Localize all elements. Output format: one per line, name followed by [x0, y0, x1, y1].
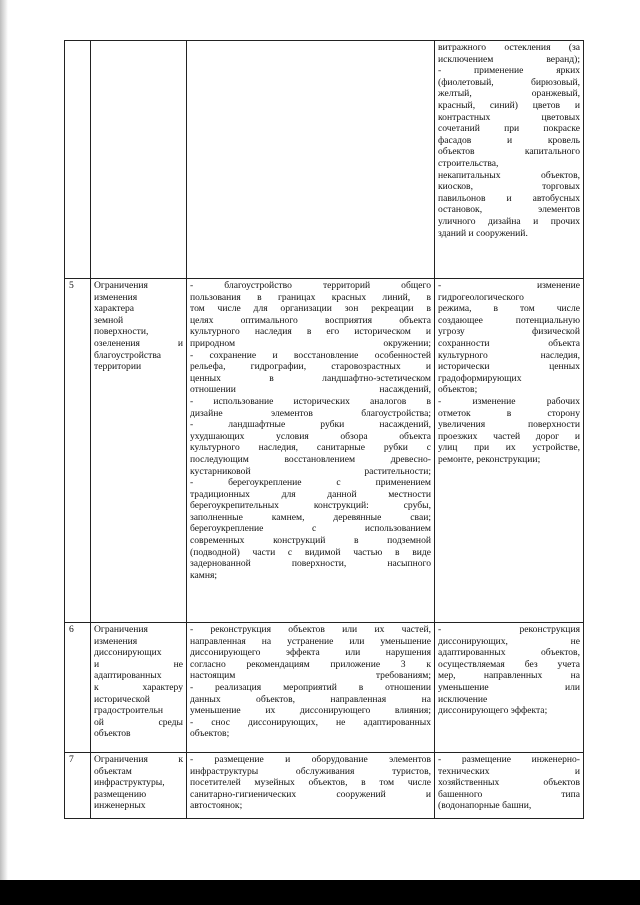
- text-line: Ограничения: [94, 624, 148, 635]
- text-line: исключением веранд);: [438, 53, 580, 65]
- row-number: 6: [69, 624, 74, 635]
- text-line: технических и: [438, 765, 580, 777]
- text-line: создающее потенциальную: [438, 314, 580, 326]
- text-line: отношении насаждений,: [190, 384, 431, 396]
- text-line: настоящим требованиям;: [190, 670, 431, 682]
- text-line: санитарно-гигиенических сооружений и: [190, 788, 431, 800]
- prohibited-cell: [435, 623, 584, 753]
- text-line: поверхности,: [94, 326, 149, 338]
- prohibited-cell: [435, 279, 584, 623]
- text-line: объектам: [94, 765, 132, 777]
- text-line: - сохранение и восстановление особенностей: [190, 349, 431, 361]
- row-number: 5: [69, 280, 74, 291]
- text-line: инфраструктуры,: [94, 777, 165, 789]
- text-line: адаптированных объектов,: [438, 647, 580, 659]
- table-row: [65, 623, 584, 753]
- text-line: культурного наследия, санитарные рубки с: [190, 442, 431, 454]
- text-line: - реконструкция объектов или их частей,: [190, 624, 431, 635]
- text-line: адаптированных: [94, 670, 162, 682]
- text-line: озеленения и: [94, 337, 183, 349]
- text-line: берегоукрепление с использованием: [190, 523, 431, 535]
- text-line: задернованной поверхности, насыпного: [190, 558, 431, 570]
- text-line: к характеру: [94, 681, 183, 693]
- text-line: Ограничения к: [94, 754, 183, 765]
- table-row: [65, 279, 584, 623]
- restriction-name-cell: [91, 279, 187, 623]
- text-line: ценных в ландшафтно-эстетическом: [190, 372, 431, 384]
- text-line: контрастных цветовых: [438, 111, 580, 123]
- text-line: диссонирующего эффекта или нарушения: [190, 647, 431, 659]
- measures-cell: [187, 279, 435, 623]
- scan-bottom-border: [0, 880, 640, 905]
- text-line: благоустройства: [94, 349, 162, 361]
- prohibited-cell: [435, 753, 584, 819]
- text-line: объектов: [94, 728, 131, 740]
- row-number-cell: [65, 753, 91, 819]
- text-line: диссонирующих: [94, 647, 162, 659]
- text-line: градоформирующих: [438, 372, 522, 384]
- text-line: посетителей музейных объектов, в том числе: [190, 777, 431, 789]
- text-line: кустарниковой растительности;: [190, 465, 431, 477]
- text-line: ой среды: [94, 716, 183, 728]
- table-row: [65, 753, 584, 819]
- text-line: башенного типа: [438, 788, 580, 800]
- text-line: объектов;: [438, 384, 478, 396]
- text-line: градостроительн: [94, 705, 163, 717]
- text-line: данных объектов, направленная на: [190, 693, 431, 705]
- text-line: красный, синий) цветов и: [438, 99, 580, 111]
- text-line: (подводной) части с видимой частью в виде: [190, 546, 431, 558]
- text-line: - размещение инженерно-: [438, 754, 580, 765]
- text-line: исторической: [94, 693, 150, 705]
- text-line: - реконструкция: [438, 624, 580, 635]
- text-line: некапитальных объектов,: [438, 169, 580, 181]
- text-line: целях оптимального восприятия объекта: [190, 314, 431, 326]
- text-line: Ограничения: [94, 280, 148, 291]
- text-line: заполненные камнем, деревянные сваи;: [190, 511, 431, 523]
- text-line: пользования в границах красных линий, в: [190, 291, 431, 303]
- restriction-name-cell: [91, 41, 187, 279]
- text-line: желтый, оранжевый,: [438, 88, 580, 100]
- text-line: - реализация мероприятий в отношении: [190, 681, 431, 693]
- text-line: и не: [94, 658, 183, 670]
- row-number-cell: [65, 41, 91, 279]
- text-line: (водонапорные башни,: [438, 800, 532, 812]
- row-number: 7: [69, 754, 74, 765]
- text-line: исторически ценных: [438, 361, 580, 373]
- restriction-name-cell: [91, 753, 187, 819]
- text-line: павильонов и автобусных: [438, 192, 580, 204]
- text-line: современных конструкций в подземной: [190, 535, 431, 547]
- text-line: улиц при их устройстве,: [438, 442, 580, 454]
- text-line: ремонте, реконструкции;: [438, 453, 541, 465]
- text-line: - снос диссонирующих, не адаптированных: [190, 716, 431, 728]
- text-line: автостоянок;: [190, 800, 243, 812]
- text-line: рельефа, гидрографии, старовозрастных и: [190, 361, 431, 373]
- prohibited-cell: [435, 41, 584, 279]
- text-line: камня;: [190, 569, 218, 581]
- text-line: изменения: [94, 635, 138, 647]
- text-line: земной: [94, 314, 124, 326]
- text-line: сохранности объекта: [438, 337, 580, 349]
- measures-cell: [187, 41, 435, 279]
- text-line: киосков, торговых: [438, 181, 580, 193]
- text-line: угрозу физической: [438, 326, 580, 338]
- text-line: дизайне элементов благоустройства;: [190, 407, 431, 419]
- text-line: объектов;: [190, 728, 230, 740]
- text-line: - изменение: [438, 280, 580, 291]
- text-line: инфраструктуры обслуживания туристов,: [190, 765, 431, 777]
- text-line: инженерных: [94, 800, 146, 812]
- text-line: природном окружении;: [190, 337, 431, 349]
- text-line: традиционных для данной местности: [190, 488, 431, 500]
- text-line: зданий и сооружений.: [438, 227, 528, 239]
- measures-cell: [187, 623, 435, 753]
- text-line: мер, направленных на: [438, 670, 580, 682]
- text-line: - благоустройство территорий общего: [190, 280, 431, 291]
- text-line: уменьшение их диссонирующего влияния;: [190, 705, 431, 717]
- restriction-name-cell: [91, 623, 187, 753]
- text-line: - изменение рабочих: [438, 395, 580, 407]
- text-line: диссонирующих, не: [438, 635, 580, 647]
- scan-edge-shadow: [0, 0, 8, 905]
- text-line: берегоукрепительных конструкций: срубы,: [190, 500, 431, 512]
- table-body: [65, 41, 584, 819]
- text-line: строительства,: [438, 157, 499, 169]
- text-line: - применение ярких: [438, 65, 580, 77]
- row-number-cell: [65, 279, 91, 623]
- table-row: [65, 41, 584, 279]
- text-line: увеличения поверхности: [438, 419, 580, 431]
- text-line: том числе для организации зон рекреации в: [190, 303, 431, 315]
- text-line: уличного дизайна и прочих: [438, 215, 580, 227]
- row-number-cell: [65, 623, 91, 753]
- text-line: ухудшающих условия обзора объекта: [190, 430, 431, 442]
- text-line: уменьшение или: [438, 681, 580, 693]
- text-line: осуществляемая без учета: [438, 658, 580, 670]
- text-line: - размещение и оборудование элементов: [190, 754, 431, 765]
- text-line: характера: [94, 303, 135, 315]
- text-line: витражного остекления (за: [438, 42, 580, 53]
- text-line: - ландшафтные рубки насаждений,: [190, 419, 431, 431]
- text-line: сочетаний при покраске: [438, 123, 580, 135]
- measures-cell: [187, 753, 435, 819]
- text-line: диссонирующего эффекта;: [438, 705, 548, 717]
- text-line: направленная на устранение или уменьшение: [190, 635, 431, 647]
- text-line: фасадов и кровель: [438, 134, 580, 146]
- text-line: режима, в том числе: [438, 303, 580, 315]
- text-line: отметок в сторону: [438, 407, 580, 419]
- restrictions-table: [64, 40, 584, 819]
- text-line: культурного наследия в его историческом и: [190, 326, 431, 338]
- text-line: хозяйственных объектов: [438, 777, 580, 789]
- text-line: исключение: [438, 693, 488, 705]
- text-line: проезжих частей дорог и: [438, 430, 580, 442]
- text-line: последующим восстановлением древесно-: [190, 453, 431, 465]
- text-line: - использование исторических аналогов в: [190, 395, 431, 407]
- text-line: культурного наследия,: [438, 349, 580, 361]
- text-line: объектов капитального: [438, 146, 580, 158]
- text-line: гидрогеологического: [438, 291, 524, 303]
- text-line: - берегоукрепление с применением: [190, 477, 431, 489]
- text-line: изменения: [94, 291, 138, 303]
- text-line: размещению: [94, 788, 147, 800]
- text-line: остановок, элементов: [438, 204, 580, 216]
- text-line: согласно рекомендациям приложение 3 к: [190, 658, 431, 670]
- text-line: (фиолетовый, бирюзовый,: [438, 76, 580, 88]
- text-line: территории: [94, 361, 142, 373]
